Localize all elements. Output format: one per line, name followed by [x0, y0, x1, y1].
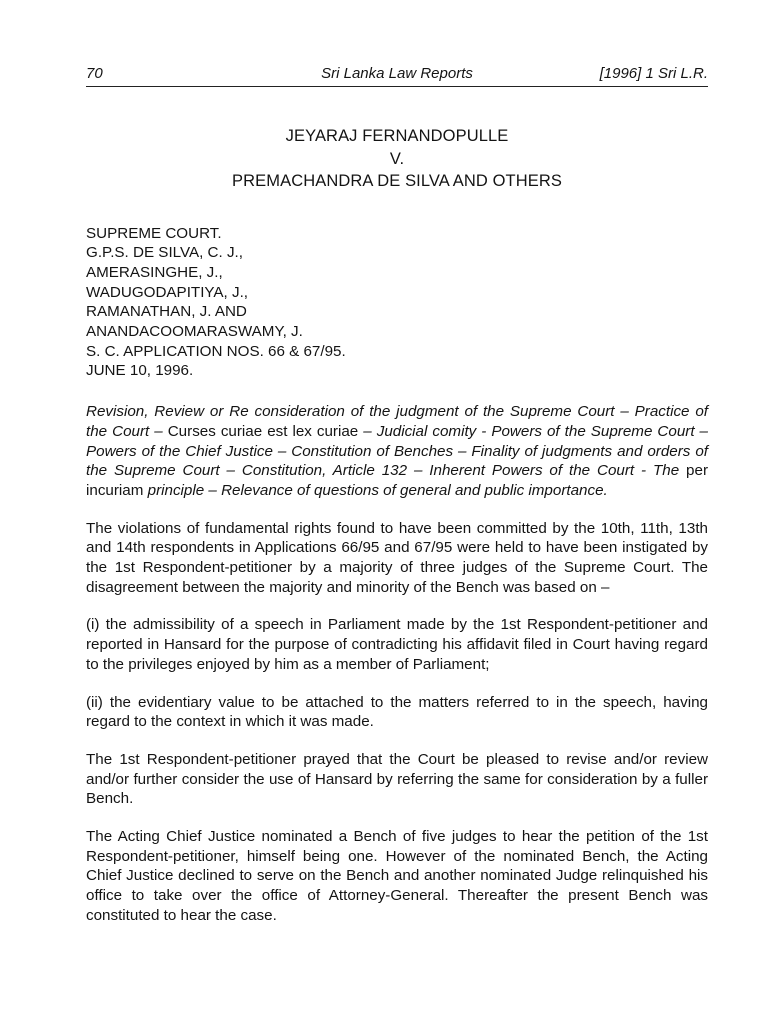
running-head [86, 64, 708, 87]
respondent-name: PREMACHANDRA DE SILVA AND OTHERS [232, 172, 562, 190]
headnote-latin-term: per incuriam [86, 462, 708, 499]
headnote-text: – Judicial comity - Powers of the Supreme Court – Powers of the Chief Justice – Constitution of Benches – Finality of judgments and orders of the Supreme Court – Constitution, Article 132 – Inherent Powers of the Court - The [86, 422, 708, 480]
headnote-text: principle – Relevance of questions of general and public importance. [143, 481, 608, 499]
body-paragraph: (ii) the evidentiary value to be attached to the matters referred to in the speech, having regard to the context in which it was made. [86, 693, 708, 731]
document-page [86, 64, 708, 926]
judge-line: G.P.S. DE SILVA, C. J., [86, 244, 243, 262]
court-details [86, 224, 708, 382]
report-citation: [1996] 1 Sri L.R. [599, 65, 708, 82]
headnote-latin-maxim: Curses curiae est lex curiae [167, 422, 359, 440]
case-title [86, 125, 708, 193]
headnote [86, 402, 708, 501]
application-number: S. C. APPLICATION NOS. 66 & 67/95. [86, 342, 346, 360]
versus-label: V. [389, 149, 405, 168]
petitioner-name: JEYARAJ FERNANDOPULLE [285, 127, 509, 145]
court-name: SUPREME COURT. [86, 224, 222, 242]
judge-line: AMERASINGHE, J., [86, 263, 223, 281]
page-number: 70 [86, 65, 103, 82]
judge-line: WADUGODAPITIYA, J., [86, 283, 249, 301]
journal-title: Sri Lanka Law Reports [321, 65, 473, 82]
headnote-text: Revision, Review or Re consideration of the judgment of the Supreme Court – Practice of the Court – [86, 403, 708, 440]
body-paragraph: (i) the admissibility of a speech in Parliament made by the 1st Respondent-petitioner and reported in Hansard for the purpose of contradicting his affidavit filed in Court having regard to the privileges enjoyed by him as a member of Parliament; [86, 616, 708, 673]
body-paragraph: The Acting Chief Justice nominated a Bench of five judges to hear the petition of the 1st Respondent-petitioner, himself being one. However of the nominated Bench, the Acting Chief Justice declined to serve on the Bench and another nominated Judge relinquished his office to take over the office of Attorney-General. Thereafter the present Bench was constituted to hear the case. [86, 828, 708, 924]
body-paragraph: The violations of fundamental rights found to have been committed by the 10th, 11th, 13th and 14th respondents in Applications 66/95 and 67/95 were held to have been instigated by the 1st Respondent-petitioner by a majority of three judges of the Supreme Court. The disagreement between the majority and minority of the Bench was based on – [86, 519, 708, 596]
hearing-date: JUNE 10, 1996. [86, 362, 194, 380]
judge-line: RAMANATHAN, J. AND [86, 303, 247, 321]
body-paragraph: The 1st Respondent-petitioner prayed that the Court be pleased to revise and/or review and/or further consider the use of Hansard by referring the same for consideration by a fuller Bench. [86, 750, 708, 808]
judge-line: ANANDACOOMARASWAMY, J. [86, 323, 303, 341]
